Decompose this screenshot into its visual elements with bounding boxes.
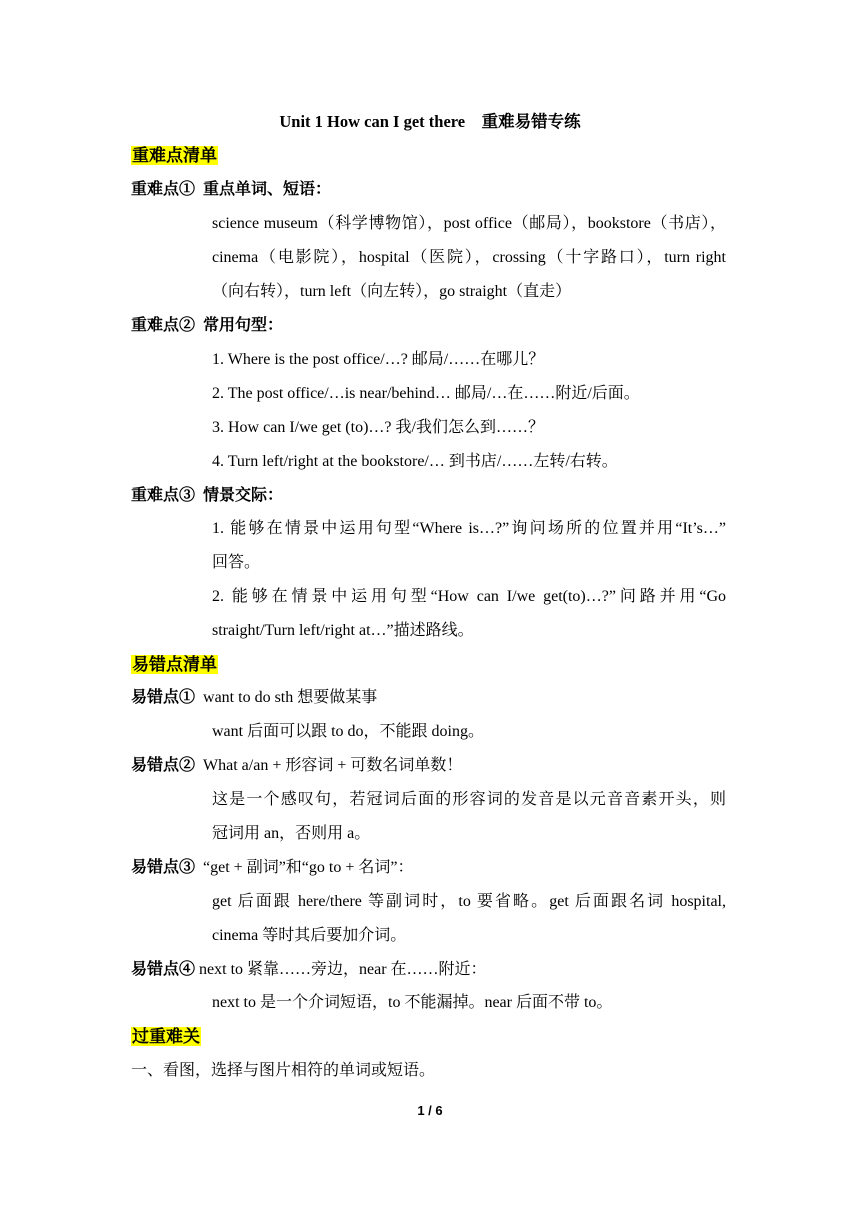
error-point-1-heading — [131, 687, 377, 709]
key-point-label: 重难点② — [131, 317, 196, 334]
error-point-title: “get + 副词”和“go to + 名词”： — [203, 859, 414, 876]
error-explanation: 冠词用 an，否则用 a。 — [212, 825, 371, 842]
highlight: 易错点清单 — [132, 655, 217, 674]
key-point-title: 重点单词、短语： — [203, 181, 332, 198]
key-point-2-heading — [131, 315, 283, 337]
key-point-title: 常用句型： — [203, 317, 284, 334]
sentence-pattern: 2. The post office/…is near/behind… 邮局/…在……附近/后面。 — [212, 385, 640, 402]
exercise-instruction: 一、看图，选择与图片相符的单词或短语。 — [131, 1062, 436, 1079]
error-point-label: 易错点③ — [131, 859, 196, 876]
vocab-line: （向右转），turn left（向左转），go straight（直走） — [212, 283, 572, 300]
communication-line: 回答。 — [212, 554, 261, 571]
highlight: 过重难关 — [132, 1027, 200, 1046]
page-number: 1 / 6 — [417, 1103, 443, 1118]
error-point-label: 易错点④ — [131, 961, 196, 978]
section-heading-practice — [131, 1026, 201, 1049]
vocab-line: science museum（科学博物馆），post office（邮局），bookstore（书店）， — [212, 215, 726, 232]
sentence-pattern: 4. Turn left/right at the bookstore/… 到书店/……左转/右转。 — [212, 453, 618, 470]
key-point-label: 重难点① — [131, 181, 196, 198]
error-explanation: 这是一个感叹句，若冠词后面的形容词的发音是以元音音素开头，则 — [212, 791, 726, 808]
key-point-title: 情景交际： — [203, 487, 284, 504]
page-title: Unit 1 How can I get there 重难易错专练 — [279, 112, 581, 131]
key-point-3-heading — [131, 485, 283, 507]
error-point-title: want to do sth 想要做某事 — [203, 689, 378, 706]
error-point-label: 易错点② — [131, 757, 196, 774]
error-point-label: 易错点① — [131, 689, 196, 706]
key-point-1-heading — [131, 179, 331, 201]
error-point-4-heading — [131, 959, 487, 981]
error-point-3-heading — [131, 857, 413, 879]
sentence-pattern: 3. How can I/we get (to)…? 我/我们怎么到……？ — [212, 419, 544, 436]
communication-line: 1. 能够在情景中运用句型“Where is…?”询问场所的位置并用“It’s…” — [212, 520, 726, 537]
highlight: 重难点清单 — [132, 146, 217, 165]
communication-line: straight/Turn left/right at…”描述路线。 — [212, 622, 474, 639]
error-explanation: want 后面可以跟 to do，不能跟 doing。 — [212, 723, 484, 740]
error-point-2-heading — [131, 755, 462, 777]
error-explanation: cinema 等时其后要加介词。 — [212, 927, 407, 944]
key-point-label: 重难点③ — [131, 487, 196, 504]
error-point-title: What a/an + 形容词 + 可数名词单数！ — [203, 757, 463, 774]
communication-line: 2. 能够在情景中运用句型“How can I/we get(to)…?”问路并用“Go — [212, 588, 726, 605]
vocab-line: cinema（电影院），hospital（医院），crossing（十字路口），turn right — [212, 249, 726, 266]
error-point-title: next to 紧靠……旁边，near 在……附近： — [199, 961, 487, 978]
section-heading-error-points — [131, 654, 218, 677]
error-explanation: next to 是一个介词短语，to 不能漏掉。near 后面不带 to。 — [212, 994, 613, 1011]
error-explanation: get 后面跟 here/there 等副词时，to 要省略。get 后面跟名词 hospital, — [212, 893, 726, 910]
sentence-pattern: 1. Where is the post office/…? 邮局/……在哪儿？ — [212, 351, 545, 368]
section-heading-key-points — [131, 145, 218, 168]
